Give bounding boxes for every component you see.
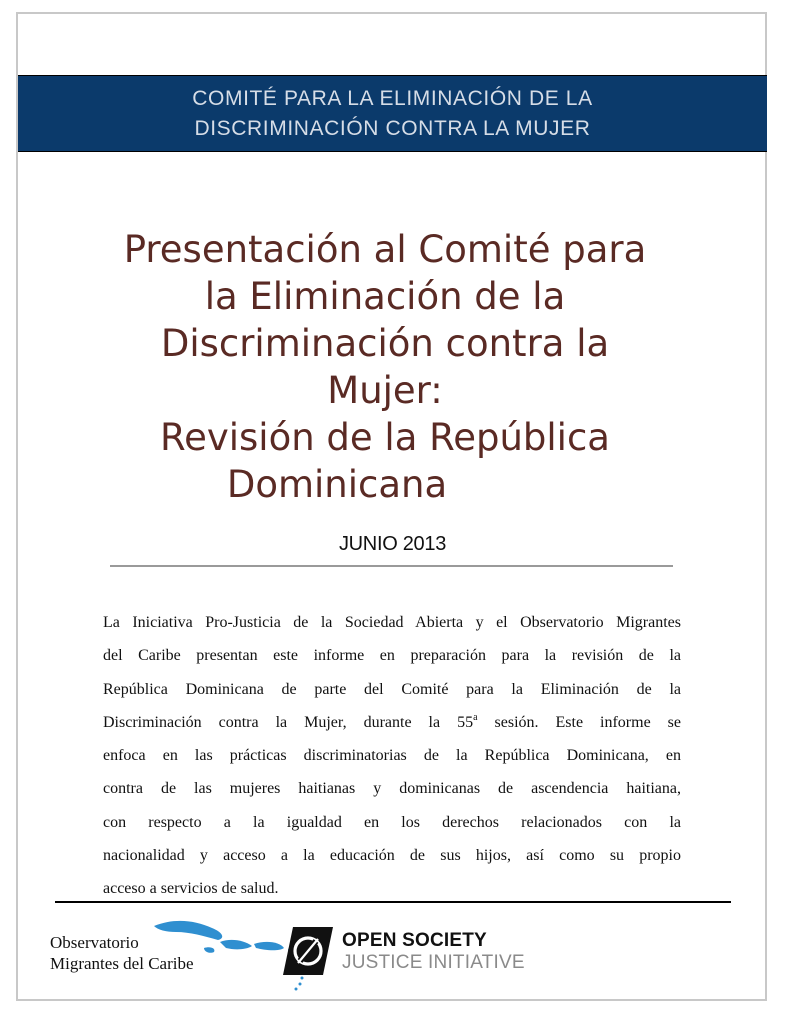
body-line: contra de las mujeres haitianas y dominicanas de ascendencia haitiana,	[103, 780, 681, 798]
osji-logo-line-1: OPEN SOCIETY	[342, 930, 487, 951]
divider-top	[110, 565, 673, 567]
title-line: Mujer:	[327, 369, 443, 412]
header-line-2: DISCRIMINACIÓN CONTRA LA MUJER	[194, 116, 591, 140]
body-line: del Caribe presentan este informe en preparación para la revisión de la	[103, 647, 681, 665]
body-line-text: sesión. Este informe se	[477, 713, 681, 731]
osji-emblem-icon	[283, 927, 333, 975]
body-line: enfoca en las prácticas discriminatorias de la República Dominicana, en	[103, 747, 681, 765]
body-line: con respecto a la igualdad en los derechos relacionados con la	[103, 813, 681, 831]
title-line: Presentación al Comité para	[123, 228, 647, 271]
observatorio-logo-line-2: Migrantes del Caribe	[50, 954, 194, 973]
body-line	[103, 706, 681, 739]
observatorio-logo	[48, 912, 288, 992]
observatorio-logo-text	[50, 932, 194, 974]
document-title	[40, 226, 730, 508]
body-paragraph	[103, 606, 681, 906]
body-line: La Iniciativa Pro-Justicia de la Sociedad Abierta y el Observatorio Migrantes	[103, 614, 681, 631]
title-line: Dominicana	[226, 463, 448, 506]
superscript: a	[473, 711, 478, 723]
body-line: República Dominicana de parte del Comité para la Eliminación de la	[103, 680, 681, 698]
body-line-text: Discriminación contra la Mujer, durante la 55	[103, 713, 474, 731]
open-society-logo	[283, 924, 543, 980]
osji-logo-line-2: JUSTICE INITIATIVE	[342, 952, 525, 973]
title-line: Discriminación contra la	[160, 322, 610, 365]
observatorio-logo-line-1: Observatorio	[50, 933, 139, 952]
document-date: JUNIO 2013	[338, 533, 447, 555]
title-line: la Eliminación de la	[204, 275, 566, 318]
divider-bottom	[55, 901, 731, 903]
body-line: nacionalidad y acceso a la educación de sus hijos, así como su propio	[103, 847, 681, 865]
header-band	[18, 75, 767, 152]
title-line: Revisión de la República	[160, 416, 610, 459]
body-line: acceso a servicios de salud.	[103, 880, 279, 898]
header-line-1: COMITÉ PARA LA ELIMINACIÓN DE LA	[192, 86, 593, 110]
